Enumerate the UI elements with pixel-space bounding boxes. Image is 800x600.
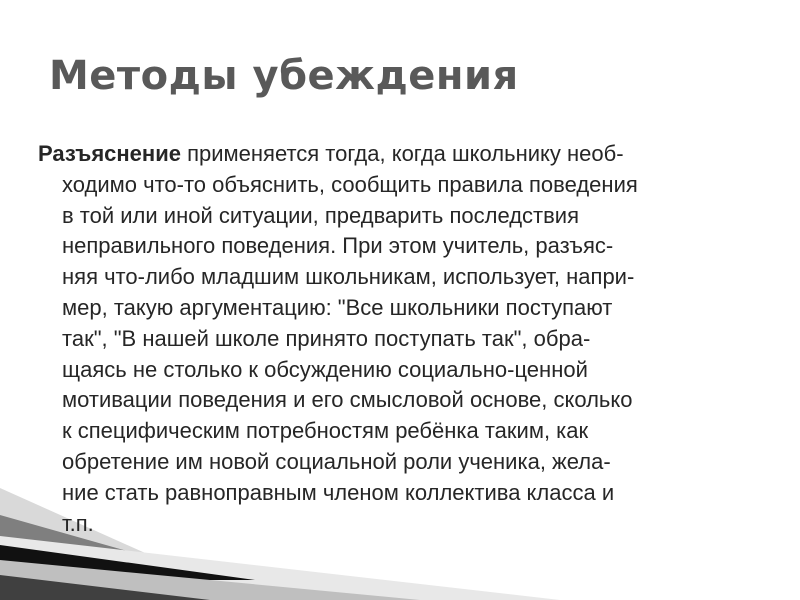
slide-title: Методы убеждения (49, 53, 519, 99)
body-line: ходимо что-то объяснить, сообщить правила поведения (62, 171, 638, 197)
body-line: мотивации поведения и его смысловой основе, сколько (62, 387, 633, 413)
slide-body-paragraph (38, 139, 778, 539)
body-line: т.п. (62, 510, 94, 536)
body-line: ние стать равноправным членом коллектива класса и (62, 479, 615, 505)
body-line: так", "В нашей школе принято поступать так", обра- (62, 325, 591, 351)
body-line: неправильного поведения. При этом учитель, разъяс- (62, 233, 614, 259)
body-line: щаясь не столько к обсуждению социально-ценной (62, 356, 588, 382)
body-line-1 (38, 139, 778, 170)
term-heading: Разъяснение (38, 141, 181, 166)
body-first-line-text: применяется тогда, когда школьнику необ- (180, 141, 624, 166)
body-line: обретение им новой социальной роли ученика, жела- (62, 448, 611, 474)
body-line: в той или иной ситуации, предварить последствия (62, 202, 579, 228)
body-line: няя что-либо младшим школьникам, использует, напри- (62, 264, 635, 290)
body-line: к специфическим потребностям ребёнка таким, как (62, 418, 589, 444)
body-line: мер, такую аргументацию: "Все школьники поступают (62, 294, 613, 320)
